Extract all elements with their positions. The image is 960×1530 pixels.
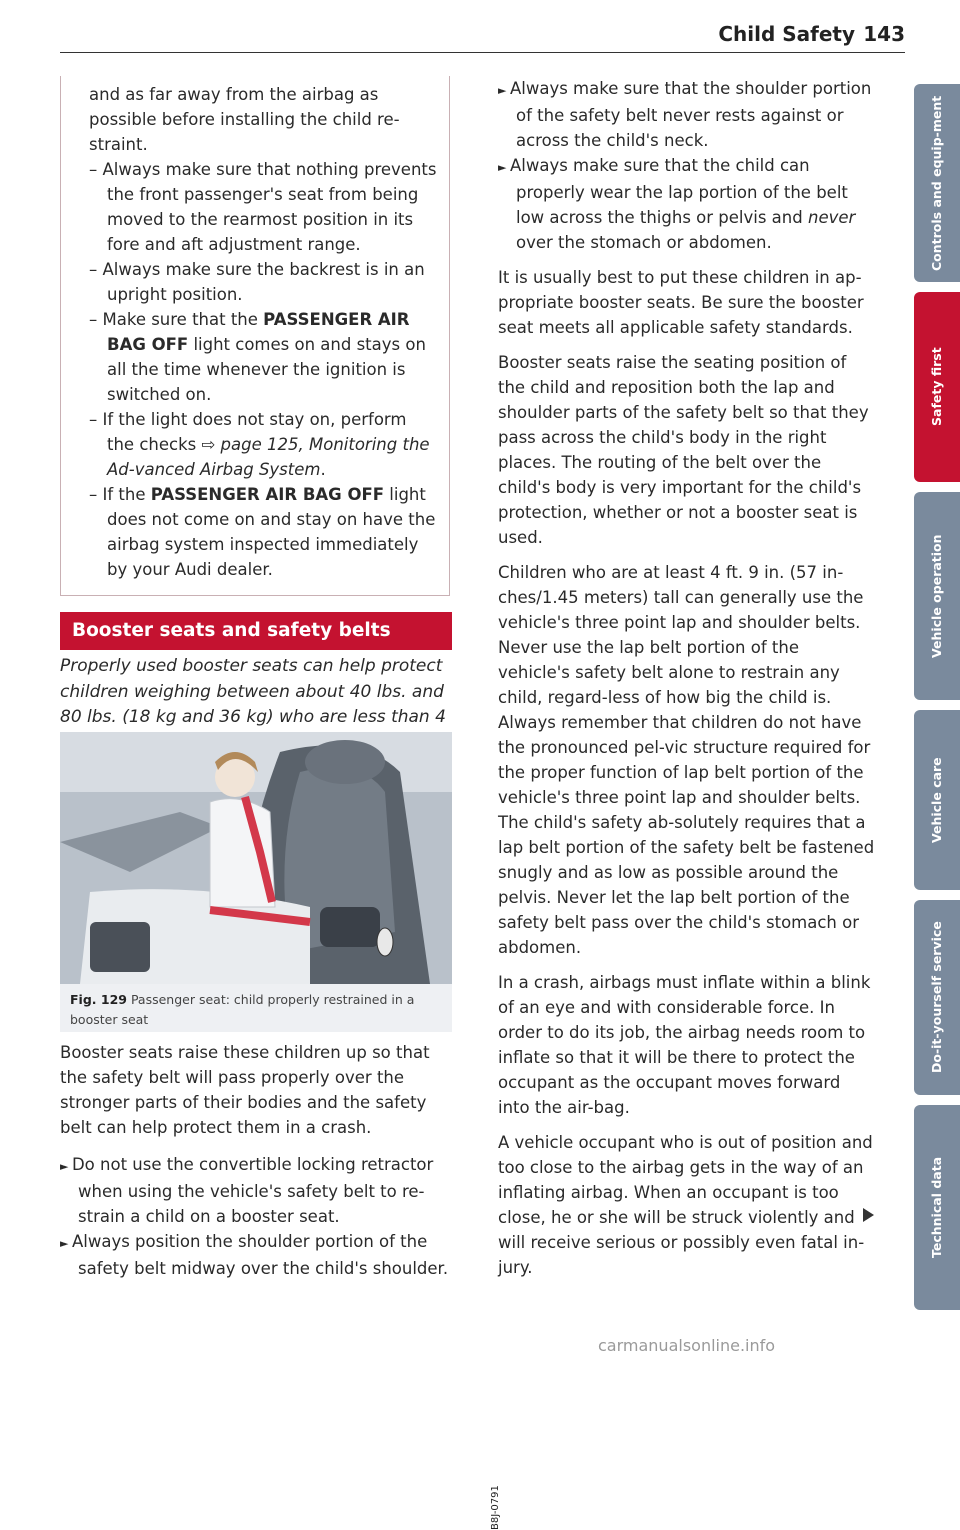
indicator-name: PASSENGER AIR BAG OFF [107,310,410,354]
child-booster-seat-illustration [60,732,452,984]
side-tab-vehicle-operation[interactable]: Vehicle operation [914,492,960,700]
indicator-name: PASSENGER AIR BAG OFF [150,485,385,504]
side-tab-safety-first[interactable]: Safety first [914,292,960,482]
paragraph: Booster seats raise these children up so that the safety belt will pass properly over the stronger parts of their bodies and the safety belt can help protect them in a crash. [60,1043,430,1137]
page-number: 143 [863,22,905,46]
figure-caption: Fig. 129 Passenger seat: child properly restrained in a booster seat [70,992,415,1027]
warning-line: and as far away from the airbag as [89,85,379,104]
bullet-item: ► Do not use the convertible locking retractor when using the vehicle's safety belt to re-strain a child on a booster seat. [60,1152,452,1229]
paragraph: In a crash, airbags must inflate within a blink of an eye and with considerable force. In order to do its job, the airbag needs room to inflate so that it will be there to protect the occupant as the occupant moves forward into the air-bag. [498,973,871,1117]
warning-item: – Always make sure the backrest is in an upright position. [89,257,437,307]
side-tab-vehicle-care[interactable]: Vehicle care [914,710,960,890]
warning-item: – Always make sure that nothing prevents the front passenger's seat from being moved to the rearmost position in its fore and aft adjustment range. [89,157,437,257]
figure-code: B8J-0791 [490,1485,501,1530]
figure-label: Fig. 129 [70,992,127,1007]
paragraph: Children who are at least 4 ft. 9 in. (57 in-ches/1.45 meters) tall can generally use the vehicle's three point lap and shoulder belts. Never use the lap belt portion of the vehicle's safety belt alone to restrain any child, regard-less of how big the child is. Always remember that children do not have the pronounced pel-vic structure required for the proper function of lap belt portion of the vehicle's three point lap and shoulder belts. The child's safety ab-solutely requires that a lap belt portion of the safety belt be fastened snugly and as low as possible around the pelvis. Never let the lap belt portion of the safety belt pass over the child's stomach or abdomen. [498,563,875,957]
section-heading: Booster seats and safety belts [60,612,452,650]
page-title: Child Safety [718,22,855,46]
left-body [60,1040,452,1281]
warning-item: – Make sure that the PASSENGER AIR BAG OFF light comes on and stays on all the time whenever the ignition is switched on. [89,307,437,407]
warning-item: – If the light does not stay on, perform the checks ⇨ page 125, Monitoring the Ad-vanced Airbag System. [89,407,437,482]
paragraph: It is usually best to put these children in ap-propriate booster seats. Be sure the booster seat meets all applicable safety standards. [498,268,864,337]
side-tab-technical-data[interactable]: Technical data [914,1105,960,1310]
side-tab-do-it-yourself[interactable]: Do-it-yourself service [914,900,960,1095]
bullet-item: ► Always position the shoulder portion of the safety belt midway over the child's shoulder. [60,1229,452,1281]
page-header [60,0,905,53]
bullet-item: ► Always make sure that the shoulder portion of the safety belt never rests against or across the child's neck. [498,76,876,153]
continue-arrow-icon [863,1208,874,1222]
watermark: carmanualsonline.info [598,1336,776,1355]
side-tab-controls[interactable]: Controls and equip-ment [914,84,960,282]
bullet-item: ► Always make sure that the child can properly wear the lap portion of the belt low across the thighs or pelvis and never over the stomach or abdomen. [498,153,876,255]
warning-box [60,76,450,596]
warning-line: straint. [89,135,148,154]
warning-item: – If the PASSENGER AIR BAG OFF light does not come on and stay on have the airbag system inspected immediately by your Audi dealer. [89,482,437,582]
paragraph: Booster seats raise the seating position of the child and reposition both the lap and shoulder parts of the safety belt so that they pass across the child's body in the right places. The routing of the belt over the child's body is very important for the child's protection, whether or not a booster seat is used. [498,353,869,547]
page-reference-link[interactable]: ⇨ page 125, Monitoring the Ad-vanced Airbag System [107,435,430,479]
warning-line: possible before installing the child re- [89,110,400,129]
paragraph: A vehicle occupant who is out of position and too close to the airbag gets in the way of an inflating airbag. When an occupant is too close, he or she will be struck violently and will receive serious or possibly even fatal in-jury. [498,1133,873,1277]
right-body [498,76,876,1280]
section-intro: Properly used booster seats can help protect children weighing between about 40 lbs. and 80 lbs. (18 kg and 36 kg) who are less than 4 [60,656,446,727]
